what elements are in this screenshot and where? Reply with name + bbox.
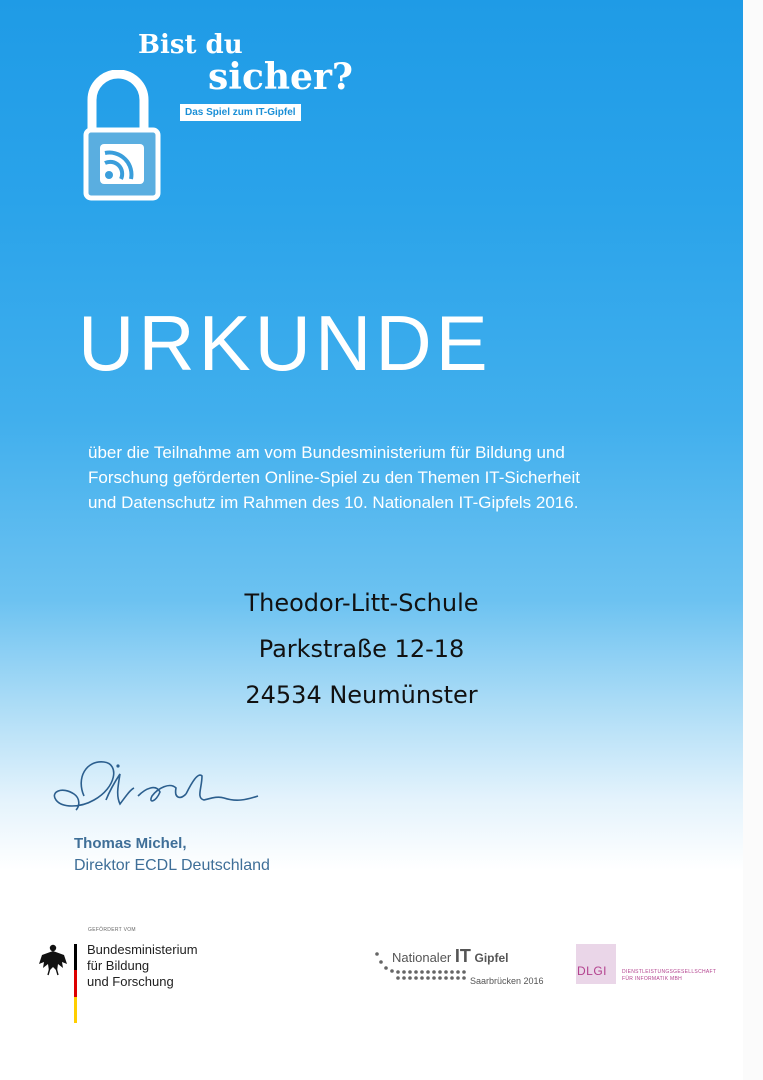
logo-line-2: sicher? (208, 56, 354, 98)
logo-tagline: Das Spiel zum IT-Gipfel (180, 104, 301, 121)
description-line: über die Teilnahme am vom Bundesministerium für Bildung und (88, 443, 565, 462)
dlgi-abbr: DLGI (577, 964, 608, 978)
bmbf-line: Bundesministerium (87, 942, 198, 957)
recipient-name: Theodor-Litt-Schule (244, 589, 479, 617)
german-flag-bar (74, 944, 77, 1023)
signer-name: Thomas Michel, (74, 835, 187, 852)
it-gipfel-logo (374, 944, 564, 989)
description-line: Forschung geförderten Online-Spiel zu den Themen IT-Sicherheit (88, 468, 581, 487)
dlgi-logo (576, 944, 616, 984)
dlgi-line: FÜR INFORMATIK MBH (622, 976, 683, 982)
recipient-address (0, 580, 723, 718)
it-gipfel-prefix: Nationaler (392, 950, 452, 965)
it-gipfel-title (392, 946, 509, 967)
bmbf-name (87, 942, 198, 990)
bist-du-sicher-logo (80, 28, 354, 208)
bmbf-line: für Bildung (87, 958, 150, 973)
description-line: und Datenschutz im Rahmen des 10. Nationalen IT-Gipfels 2016. (88, 493, 579, 512)
it-gipfel-it: IT (454, 946, 471, 966)
signer-role: Direktor ECDL Deutschland (74, 857, 270, 874)
sponsor-label: GEFÖRDERT VOM (88, 927, 136, 933)
dlgi-fullname (622, 969, 716, 983)
handwritten-signature (46, 752, 266, 827)
recipient-street: Parkstraße 12-18 (258, 635, 465, 663)
dlgi-line: DIENSTLEISTUNGSGESELLSCHAFT (622, 969, 717, 975)
bmbf-line: und Forschung (87, 974, 174, 989)
it-gipfel-word: Gipfel (474, 951, 509, 965)
certificate-title: URKUNDE (78, 299, 492, 387)
recipient-city: 24534 Neumünster (245, 681, 478, 709)
padlock-wifi-icon (80, 70, 170, 205)
page-edge (743, 0, 763, 1080)
logo-line-1: Bist du (138, 30, 243, 60)
certificate-description (88, 440, 688, 515)
federal-eagle-icon (38, 942, 68, 976)
it-gipfel-city: Saarbrücken 2016 (470, 976, 544, 986)
